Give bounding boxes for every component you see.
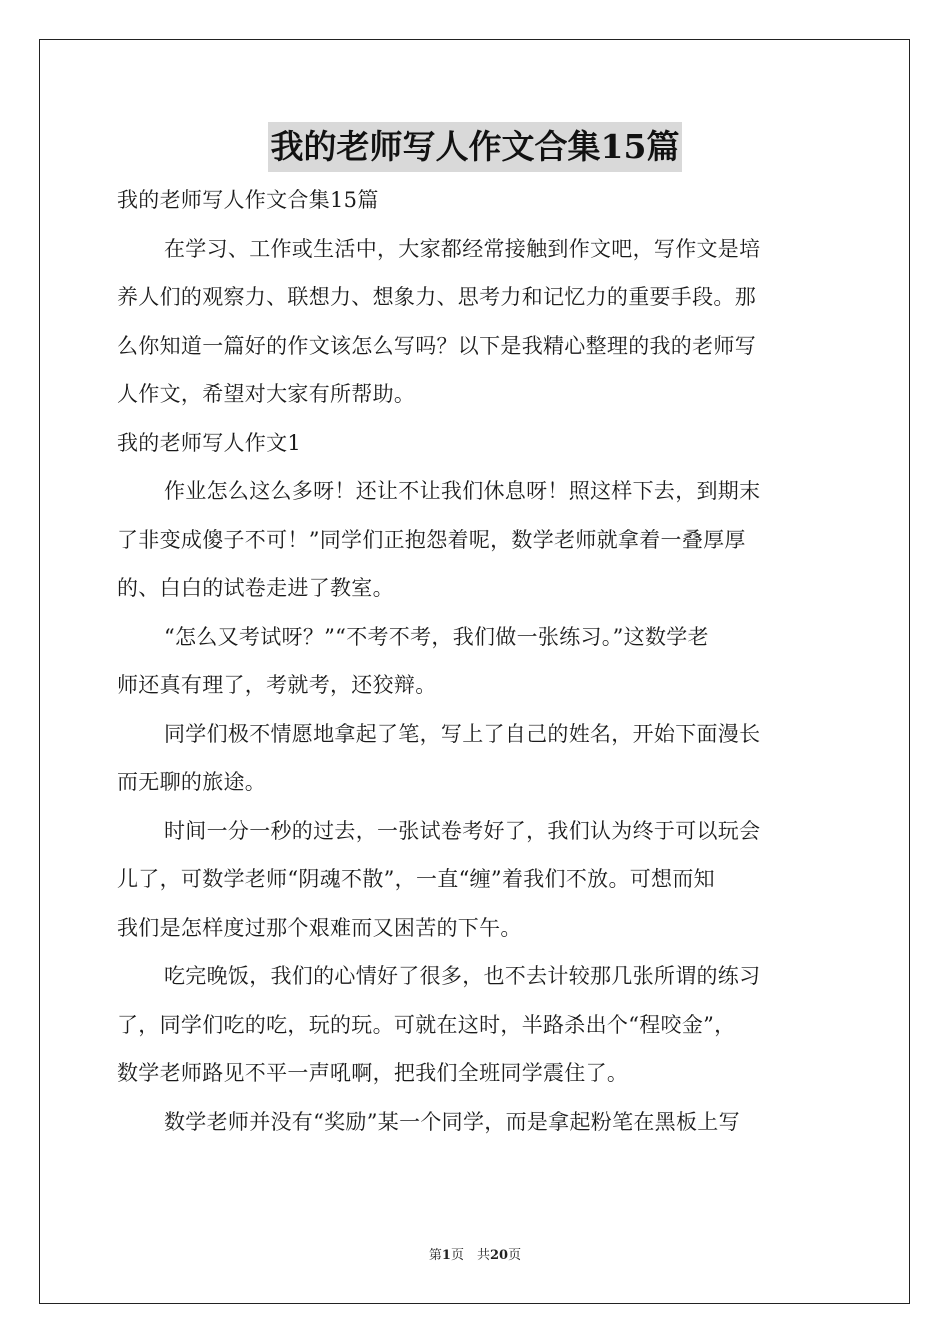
- footer-page-number: 1: [441, 1248, 451, 1263]
- text-line: 数学老师路见不平一声吼啊，把我们全班同学震住了。: [117, 1061, 629, 1085]
- footer-prefix: 第: [428, 1248, 442, 1263]
- text-line: 我的老师写人作文合集15篇: [117, 188, 379, 212]
- text-line: 我们是怎样度过那个艰难而又困苦的下午。: [117, 915, 522, 940]
- text-line: 儿了，可数学老师“阴魂不散”，一直“缠”着我们不放。可想而知: [117, 867, 715, 891]
- document-title-wrapper: [0, 122, 950, 174]
- text-line: 么你知道一篇好的作文该怎么写吗？以下是我精心整理的我的老师写: [117, 333, 756, 358]
- text-line: 在学习、工作或生活中，大家都经常接触到作文吧，写作文是培: [164, 236, 761, 261]
- text-line: 师还真有理了，考就考，还狡辩。: [117, 673, 437, 697]
- footer-suffix: 页: [508, 1248, 522, 1263]
- text-line: 人作文，希望对大家有所帮助。: [117, 382, 416, 406]
- document-title: 我的老师写人作文合集15篇: [268, 122, 683, 172]
- footer-mid: 页 共: [450, 1248, 490, 1263]
- text-line: 作业怎么这么多呀！还让不让我们休息呀！照这样下去，到期末: [164, 479, 761, 503]
- footer-total-pages: 20: [489, 1248, 509, 1263]
- section-heading: 我的老师写人作文1: [117, 430, 302, 455]
- text-line: “怎么又考试呀？”“不考不考，我们做一张练习。”这数学老: [164, 624, 709, 649]
- text-line: 了非变成傻子不可！”同学们正抱怨着呢，数学老师就拿着一叠厚厚: [117, 527, 746, 552]
- text-line: 养人们的观察力、联想力、想象力、思考力和记忆力的重要手段。那: [117, 285, 756, 309]
- text-line: 了，同学们吃的吃，玩的玩。可就在这时，半路杀出个“程咬金”，: [117, 1012, 736, 1037]
- document-body: [117, 176, 833, 1146]
- page-footer: [0, 1244, 950, 1263]
- text-line: 数学老师并没有“奖励”某一个同学，而是拿起粉笔在黑板上写: [164, 1109, 740, 1134]
- text-line: 时间一分一秒的过去，一张试卷考好了，我们认为终于可以玩会: [164, 818, 761, 843]
- text-line: 而无聊的旅途。: [117, 770, 267, 794]
- text-line: 的、白白的试卷走进了教室。: [117, 576, 394, 600]
- text-line: 同学们极不情愿地拿起了笔，写上了自己的姓名，开始下面漫长: [164, 721, 761, 746]
- text-line: 吃完晚饭，我们的心情好了很多，也不去计较那几张所谓的练习: [164, 964, 761, 988]
